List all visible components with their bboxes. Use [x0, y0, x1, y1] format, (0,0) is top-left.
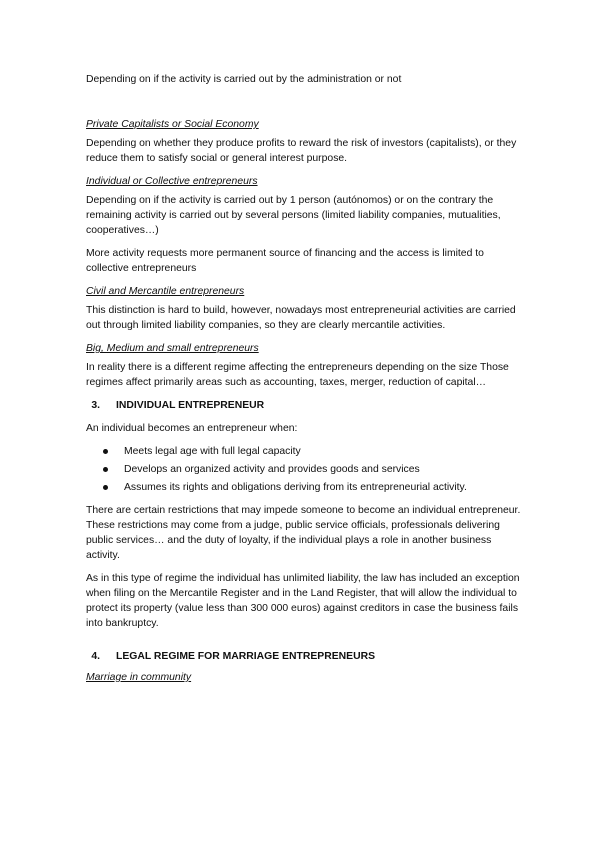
list-item-text: Assumes its rights and obligations deriving from its entrepreneurial activity. — [124, 482, 467, 493]
paragraph-individual-intro: An individual becomes an entrepreneur when: — [86, 423, 298, 434]
bullet-icon — [103, 449, 108, 454]
subheading-individual-collective: Individual or Collective entrepreneurs — [86, 176, 258, 187]
subheading-civil-mercantile: Civil and Mercantile entrepreneurs — [86, 286, 245, 297]
section-title-3: INDIVIDUAL ENTREPRENEUR — [116, 400, 265, 411]
paragraph-civil-mercantile: This distinction is hard to build, however, nowadays most entrepreneurial activities are carried out through limited liability companies, so they are clearly mercantile activities. — [86, 305, 516, 331]
paragraph-restrictions: There are certain restrictions that may impede someone to become an individual entrepreneur. These restrictions may come from a judge, public service officials, professionals delivering public services… and the duty of loyalty, if the individual plays a role in another business activity. — [86, 505, 521, 561]
paragraph-individual-collective: Depending on if the activity is carried out by 1 person (autónomos) or on the contrary the remaining activity is carried out by several persons (limited liability companies, mutualities, cooperatives…) — [86, 195, 501, 236]
section-heading-4 — [86, 649, 526, 664]
requirements-list — [86, 444, 526, 495]
subheading-marriage-community: Marriage in community — [86, 672, 192, 683]
list-item — [86, 462, 526, 477]
paragraph-size: In reality there is a different regime affecting the entrepreneurs depending on the size Those regimes affect primarily areas such as accounting, taxes, merger, reduction of capital… — [86, 362, 509, 388]
section-number-3: 3. — [91, 400, 100, 411]
bullet-icon — [103, 485, 108, 490]
list-item — [86, 444, 526, 459]
section-title-4: LEGAL REGIME FOR MARRIAGE ENTREPRENEURS — [116, 651, 376, 662]
intro-paragraph: Depending on if the activity is carried out by the administration or not — [86, 74, 402, 85]
section-heading-3 — [86, 398, 526, 413]
list-item — [86, 480, 526, 495]
subheading-size: Big, Medium and small entrepreneurs — [86, 343, 259, 354]
paragraph-financing: More activity requests more permanent source of financing and the access is limited to collective entrepreneurs — [86, 248, 484, 274]
paragraph-liability: As in this type of regime the individual has unlimited liability, the law has included an exception when filing on the Mercantile Register and in the Land Register, that will allow the individual to protect its property (value less than 300 000 euros) against creditors in case the business fails into bankruptcy. — [86, 573, 520, 629]
document-page — [86, 72, 526, 689]
list-item-text: Develops an organized activity and provides goods and services — [124, 464, 420, 475]
list-item-text: Meets legal age with full legal capacity — [124, 446, 301, 457]
subheading-private-capitalists: Private Capitalists or Social Economy — [86, 119, 259, 130]
paragraph-private-capitalists: Depending on whether they produce profits to reward the risk of investors (capitalists), or they reduce them to satisfy social or general interest purpose. — [86, 138, 517, 164]
bullet-icon — [103, 467, 108, 472]
section-number-4: 4. — [91, 651, 100, 662]
